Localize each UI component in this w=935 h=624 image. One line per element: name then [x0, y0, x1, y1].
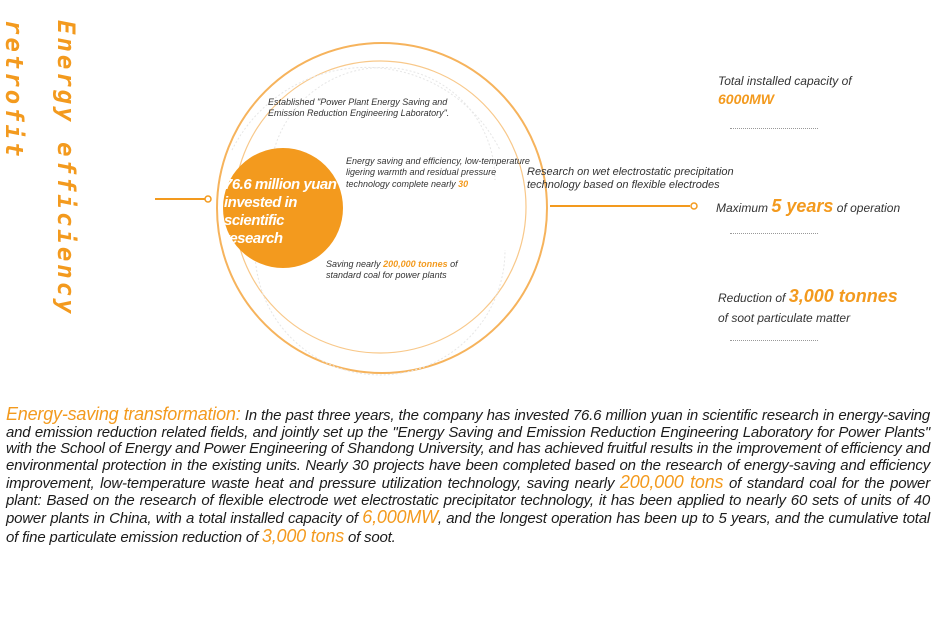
vertical-title: Energy efficiency retrofit: [0, 20, 80, 317]
paragraph-heading: Energy-saving transformation:: [6, 404, 241, 424]
core-line2: invested in: [224, 194, 297, 211]
paragraph-part3: , and the longest operation has been up to 5 years, and the cumulative total of fine particulate emission reduction of: [6, 510, 930, 546]
paragraph-part4: of soot.: [344, 528, 396, 546]
capacity-text: Total installed capacity of: [718, 74, 852, 88]
max-divider: [730, 233, 818, 234]
reduction-divider: [730, 340, 818, 341]
max-operation-item: [716, 196, 931, 217]
saving-prefix: Saving nearly: [326, 259, 381, 269]
laboratory-label: Established "Power Plant Energy Saving and Emission Reduction Engineering Laboratory".: [268, 97, 450, 119]
capacity-item: [718, 72, 918, 108]
saving-label: [326, 259, 476, 282]
projects-number: 30: [458, 178, 469, 189]
paragraph-part1: In the past three years, the company has invested 76.6 million yuan in scientific research in energy-saving and emission reduction related fields, and jointly set up the "Energy Saving and Emission Reduction Engineering Laboratory for Power Plants" with the School of Energy and Power Engineering of Shandong University, and has achieved fruitful results in the improvement of efficiency and environmental protection in the existing units. Nearly 30 projects have been completed based on the research of energy-saving and efficiency improvement, low-temperature waste heat and pressure utilization technology, saving nearly: [6, 407, 930, 492]
summary-paragraph: [6, 406, 930, 546]
projects-text: Energy saving and efficiency, low-temperature ligering warmth and residual pressure technology complete nearly: [346, 156, 530, 189]
core-label: [224, 176, 344, 248]
highlight-soot: 3,000 tons: [261, 525, 344, 546]
projects-label: [346, 156, 531, 190]
capacity-divider: [730, 128, 818, 129]
max-value: 5 years: [771, 196, 834, 216]
capacity-value: 6000MW: [718, 91, 775, 107]
max-text: Maximum: [716, 201, 769, 215]
reduction-item: [718, 286, 928, 328]
highlight-capacity: 6,000MW: [362, 507, 438, 527]
max-suffix: of operation: [836, 201, 901, 215]
saving-suffix: of standard coal for power plants: [326, 259, 458, 281]
core-line3: scientific research: [224, 212, 285, 247]
core-amount: 76.6 million yuan: [224, 176, 337, 193]
reduction-suffix: of soot particulate matter: [718, 311, 851, 325]
left-connector-dot: [205, 196, 211, 202]
saving-number: 200,000 tonnes: [383, 259, 448, 269]
reduction-text: Reduction of: [718, 291, 786, 305]
research-label: Research on wet electrostatic precipitation technology based on flexible electrodes: [527, 166, 734, 191]
right-connector-dot: [691, 203, 697, 209]
highlight-coal: 200,000 tons: [619, 472, 724, 492]
reduction-value: 3,000 tonnes: [788, 286, 898, 306]
paragraph-part2: of standard coal for the power plant: Based on the research of flexible electrode wet electrostatic precipitator technology, it has been applied to nearly 60 sets of units of 40 power plants in China, with a total installed capacity of: [6, 475, 930, 527]
